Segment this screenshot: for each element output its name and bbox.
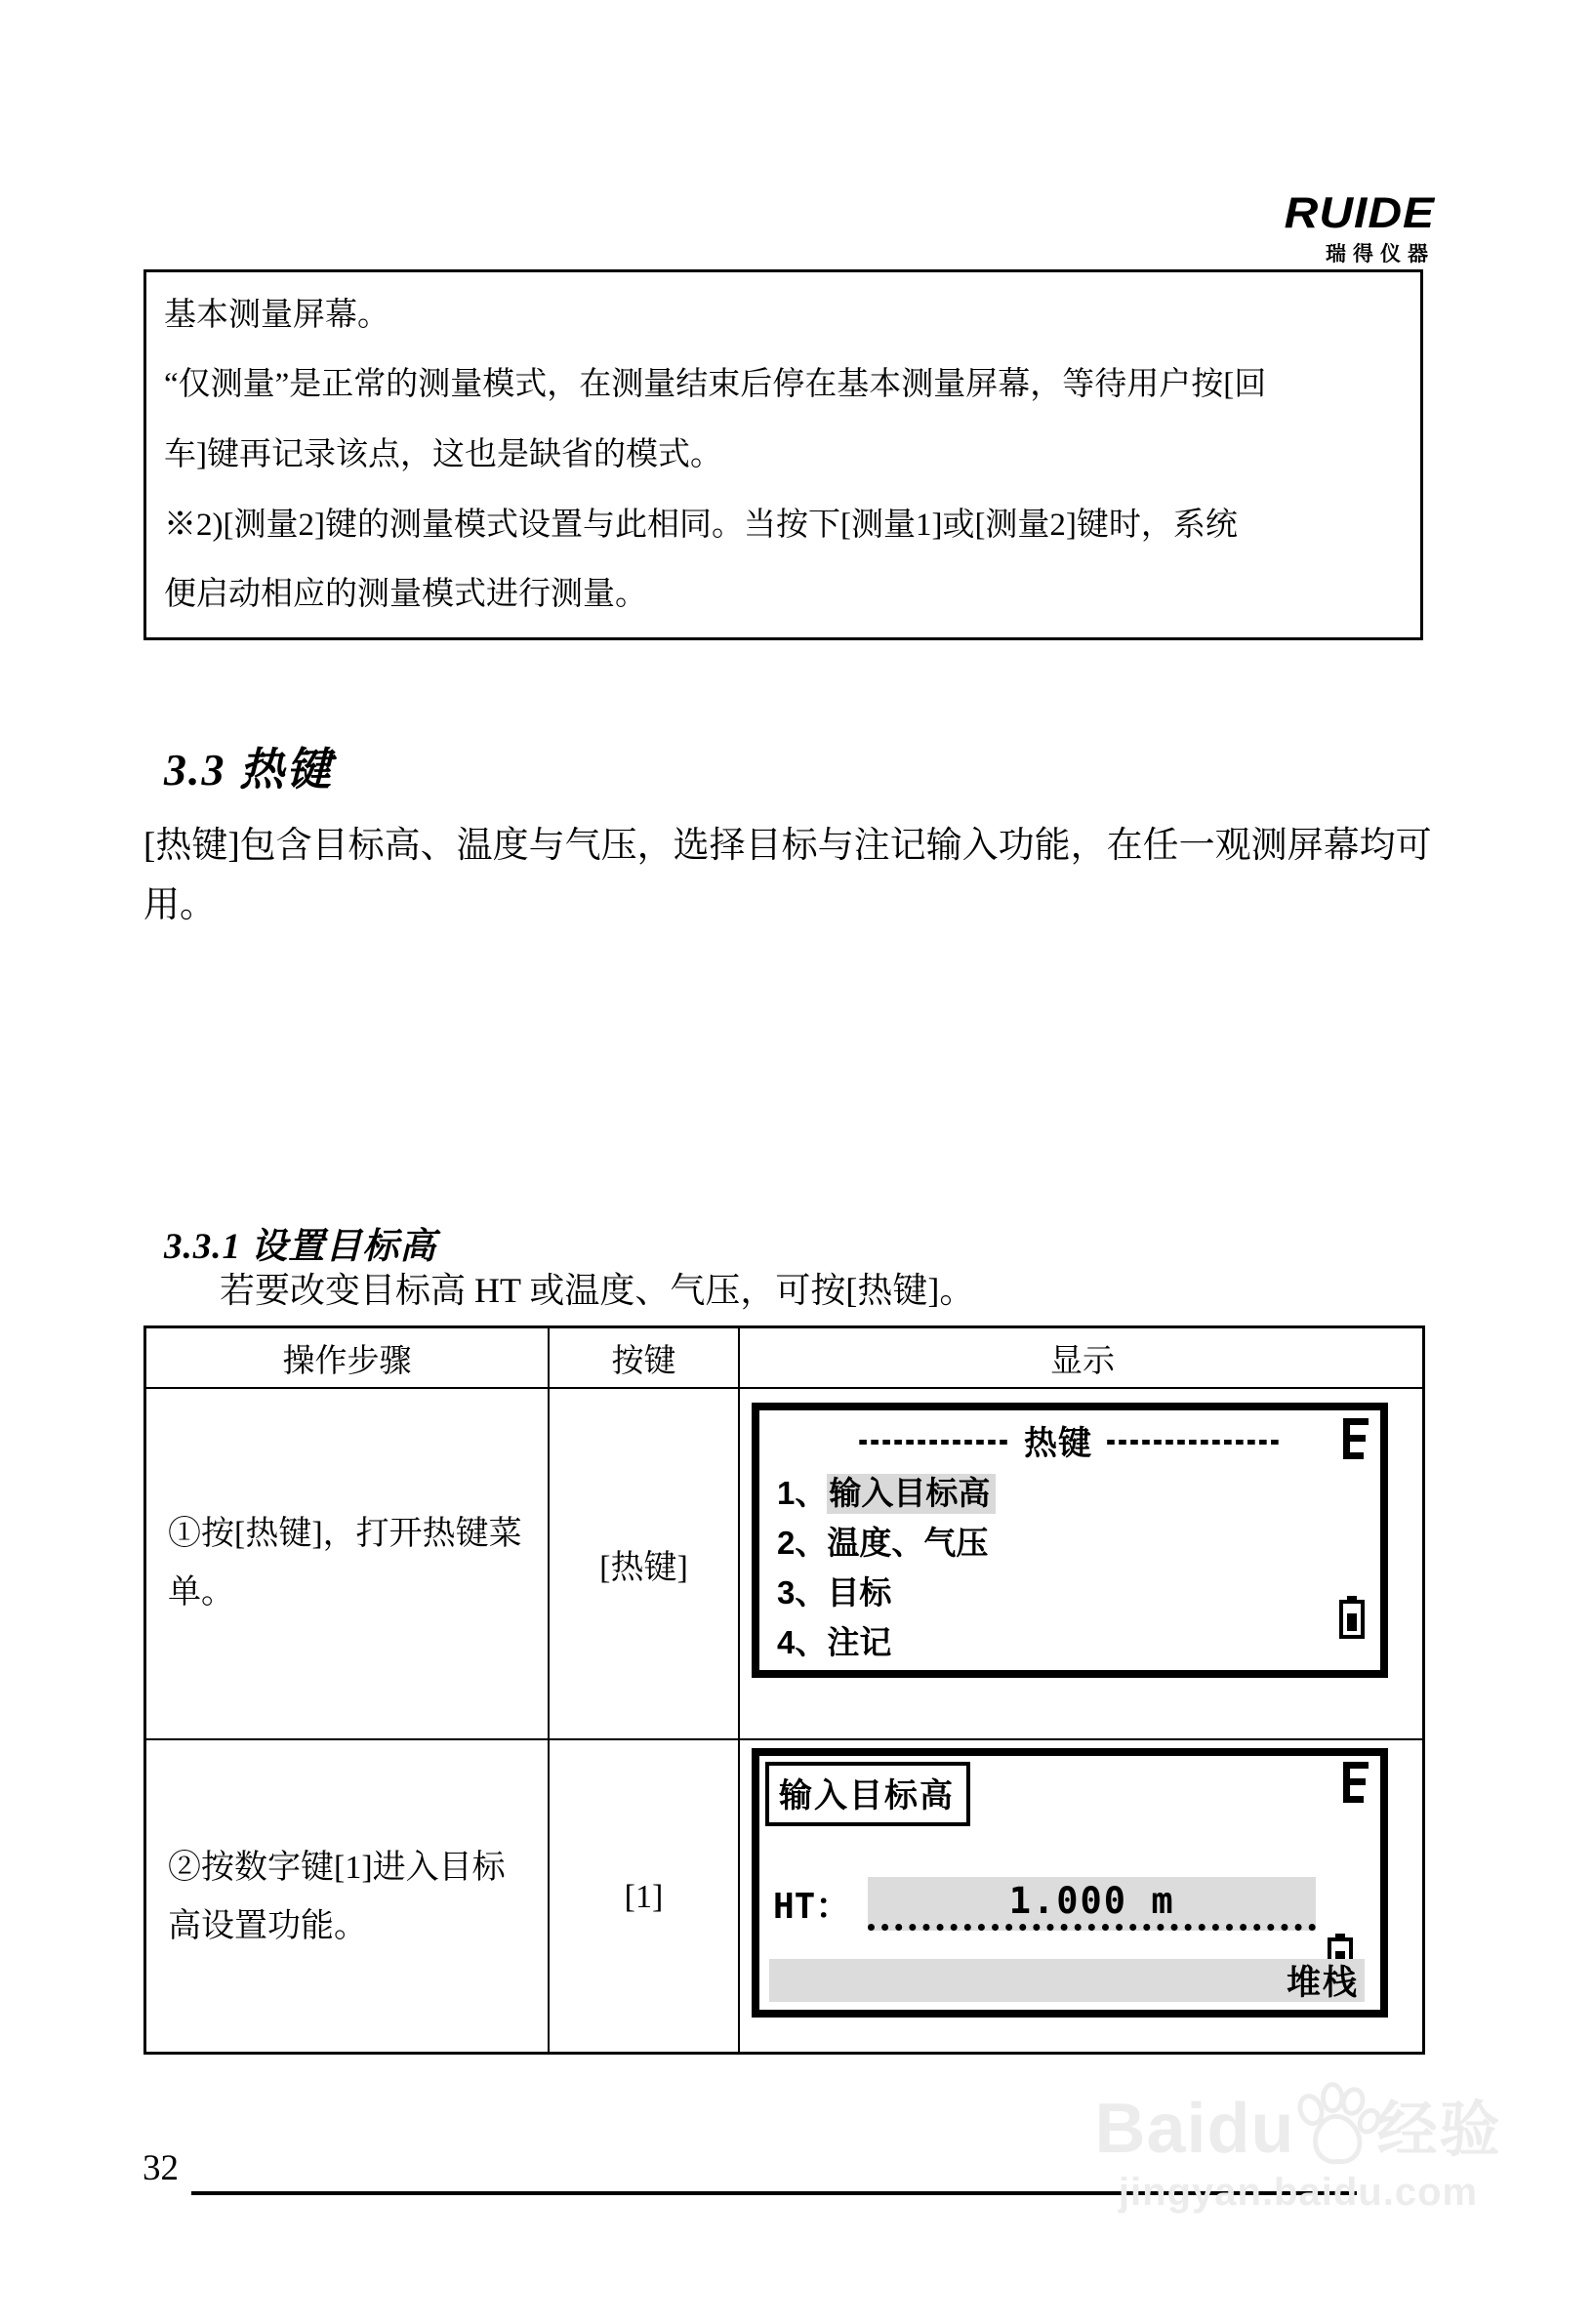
lcd-menu (777, 1468, 1380, 1667)
footer-rule (191, 2191, 1357, 2195)
watermark-url: jingyan.baidu.com (1118, 2171, 1479, 2214)
ht-input-field[interactable] (868, 1877, 1316, 1931)
lcd-screen-hotkey-menu (752, 1403, 1388, 1678)
key-label-1-text: [热键] (599, 1549, 688, 1586)
display-cell-2 (740, 1740, 1425, 2055)
note-line: ※2)[测量2]键的测量模式设置与此相同。当按下[测量1]或[测量2]键时，系统 (164, 507, 1238, 543)
watermark-brand: Baidu (1094, 2090, 1295, 2168)
ht-field-value: 1.000 m (1008, 1879, 1175, 1922)
battery-icon (1339, 1596, 1365, 1639)
page-number: 32 (143, 2148, 179, 2188)
operation-table (143, 1325, 1425, 2055)
menu-item-3-num: 3、 (777, 1574, 828, 1610)
menu-item-2-label: 温度、气压 (827, 1525, 989, 1561)
step-text-1-label: ①按[热键]，打开热键菜单。 (168, 1516, 522, 1610)
step-text-1 (146, 1389, 550, 1740)
step-text-2-label: ②按数字键[1]进入目标高设置功能。 (168, 1850, 506, 1944)
baidu-paw-icon (1287, 2077, 1381, 2171)
col-header-display: 显示 (740, 1328, 1425, 1389)
brand-name: RUIDE (1284, 189, 1435, 237)
menu-item-4-num: 4、 (777, 1624, 828, 1660)
menu-item-2[interactable] (777, 1518, 1380, 1568)
note-line: “仅测量”是正常的测量模式，在测量结束后停在基本测量屏幕，等待用户按[回 (164, 367, 1267, 403)
signal-e-icon (1343, 1762, 1369, 1803)
key-label-1 (550, 1389, 740, 1740)
title-dashes-right: --------------- (1106, 1416, 1282, 1462)
note-box (143, 269, 1423, 640)
subsection-lead: 若要改变目标高 HT 或温度、气压，可按[热键]。 (220, 1271, 975, 1310)
menu-item-2-num: 2、 (777, 1525, 828, 1561)
col-header-steps: 操作步骤 (146, 1328, 550, 1389)
softkey-bar (769, 1959, 1365, 2002)
menu-item-1-label: 输入目标高 (827, 1474, 996, 1514)
note-line: 便启动相应的测量模式进行测量。 (164, 577, 647, 613)
note-line: 基本测量屏幕。 (164, 297, 389, 333)
signal-e-icon (1343, 1418, 1369, 1459)
key-label-2-text: [1] (624, 1879, 664, 1915)
menu-item-1-num: 1、 (777, 1475, 828, 1511)
key-label-2 (550, 1740, 740, 2055)
menu-item-3[interactable] (777, 1568, 1380, 1617)
section-intro: [热键]包含目标高、温度与气压，选择目标与注记输入功能，在任一观测屏幕均可用。 (143, 826, 1432, 925)
ht-input-row (773, 1877, 1316, 1931)
note-line: 车]键再记录该点，这也是缺省的模式。 (164, 436, 722, 472)
menu-item-3-label: 目标 (827, 1574, 892, 1610)
watermark-suffix: 经验 (1376, 2097, 1502, 2164)
menu-item-4-label: 注记 (827, 1624, 892, 1660)
section-heading: 3.3 热键 (164, 745, 333, 795)
display-cell-1 (740, 1389, 1425, 1740)
step-text-2 (146, 1740, 550, 2055)
lcd-screen-title: 输入目标高 (765, 1762, 970, 1826)
menu-item-4[interactable] (777, 1617, 1380, 1667)
lcd-menu-title: 热键 (1024, 1425, 1092, 1462)
lcd-screen-input-target-height (752, 1748, 1388, 2018)
menu-item-1[interactable] (777, 1468, 1380, 1518)
title-dashes-left: ------------- (858, 1416, 1010, 1462)
lcd-title-row (759, 1416, 1380, 1464)
ht-field-label: HT： (773, 1887, 851, 1927)
brand-subtitle: 瑞得仪器 (1326, 243, 1435, 265)
brand-logo (1269, 191, 1435, 267)
softkey-stack-button[interactable]: 堆栈 (1286, 1964, 1359, 2002)
subsection-heading: 3.3.1 设置目标高 (164, 1227, 437, 1267)
col-header-key: 按键 (550, 1328, 740, 1389)
